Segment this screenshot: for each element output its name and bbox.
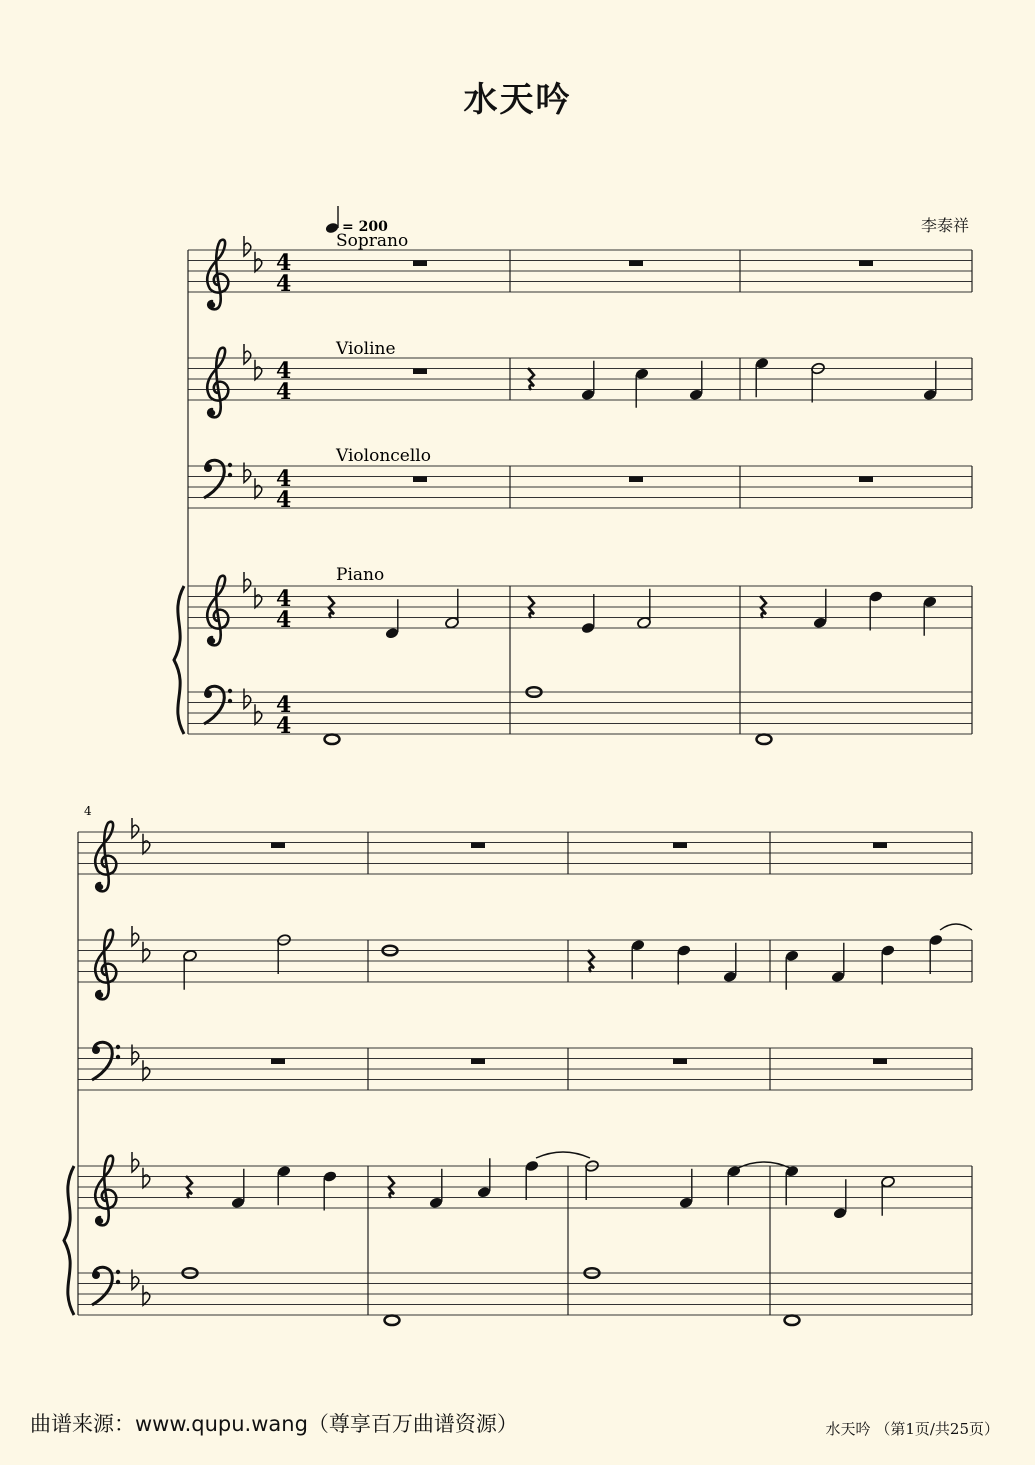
key-flat [132,818,139,838]
tempo-marking: = 200 [342,219,388,235]
whole-rest [471,843,485,849]
key-flat [244,236,251,256]
time-sig-denominator: 4 [276,271,292,297]
time-sig-numerator: 4 [276,466,292,492]
source-credit: 曲谱来源：www.qupu.wang（尊享百万曲谱资源） [30,1412,518,1436]
key-flat [255,360,262,380]
score-title: 水天吟 [463,80,572,120]
whole-rest [629,477,643,483]
key-flat [255,478,262,498]
instrument-label-violine: Violine [336,339,396,359]
whole-rest [271,1059,285,1065]
time-sig-numerator: 4 [276,692,292,718]
tie [738,1162,790,1168]
time-sig-numerator: 4 [276,250,292,276]
whole-rest [873,843,887,849]
key-flat [143,1285,150,1305]
tie [536,1152,590,1158]
whole-rest [271,843,285,849]
note-head [757,734,772,744]
composer-name: 李泰祥 [920,216,969,235]
whole-rest [859,477,873,483]
tie [940,924,972,930]
time-sig-denominator: 4 [276,607,292,633]
page-indicator: 水天吟 （第1页/共25页） [825,1420,999,1438]
key-flat [143,1060,150,1080]
piano-brace [174,586,184,734]
note-head [785,1315,800,1325]
instrument-label-soprano: Soprano [336,231,409,251]
instrument-label-violoncello: Violoncello [336,446,431,466]
time-sig-denominator: 4 [276,487,292,513]
whole-rest [413,369,427,375]
whole-rest [413,477,427,483]
key-flat [132,1152,139,1172]
time-sig-numerator: 4 [276,586,292,612]
key-flat [244,572,251,592]
whole-rest [859,261,873,267]
note-head [385,1315,400,1325]
key-flat [143,942,150,962]
whole-rest [673,843,687,849]
measure-number: 4 [84,804,92,818]
whole-rest [471,1059,485,1065]
note-head [325,734,340,744]
key-flat [132,926,139,946]
time-sig-numerator: 4 [276,358,292,384]
instrument-label-piano: Piano [336,565,385,585]
key-flat [255,588,262,608]
key-flat [143,1168,150,1188]
key-flat [143,834,150,854]
key-flat [255,704,262,724]
time-sig-denominator: 4 [276,713,292,739]
time-sig-denominator: 4 [276,379,292,405]
whole-rest [673,1059,687,1065]
piano-brace [64,1166,74,1315]
whole-rest [413,261,427,267]
whole-rest [629,261,643,267]
key-flat [255,252,262,272]
whole-rest [873,1059,887,1065]
key-flat [244,344,251,364]
